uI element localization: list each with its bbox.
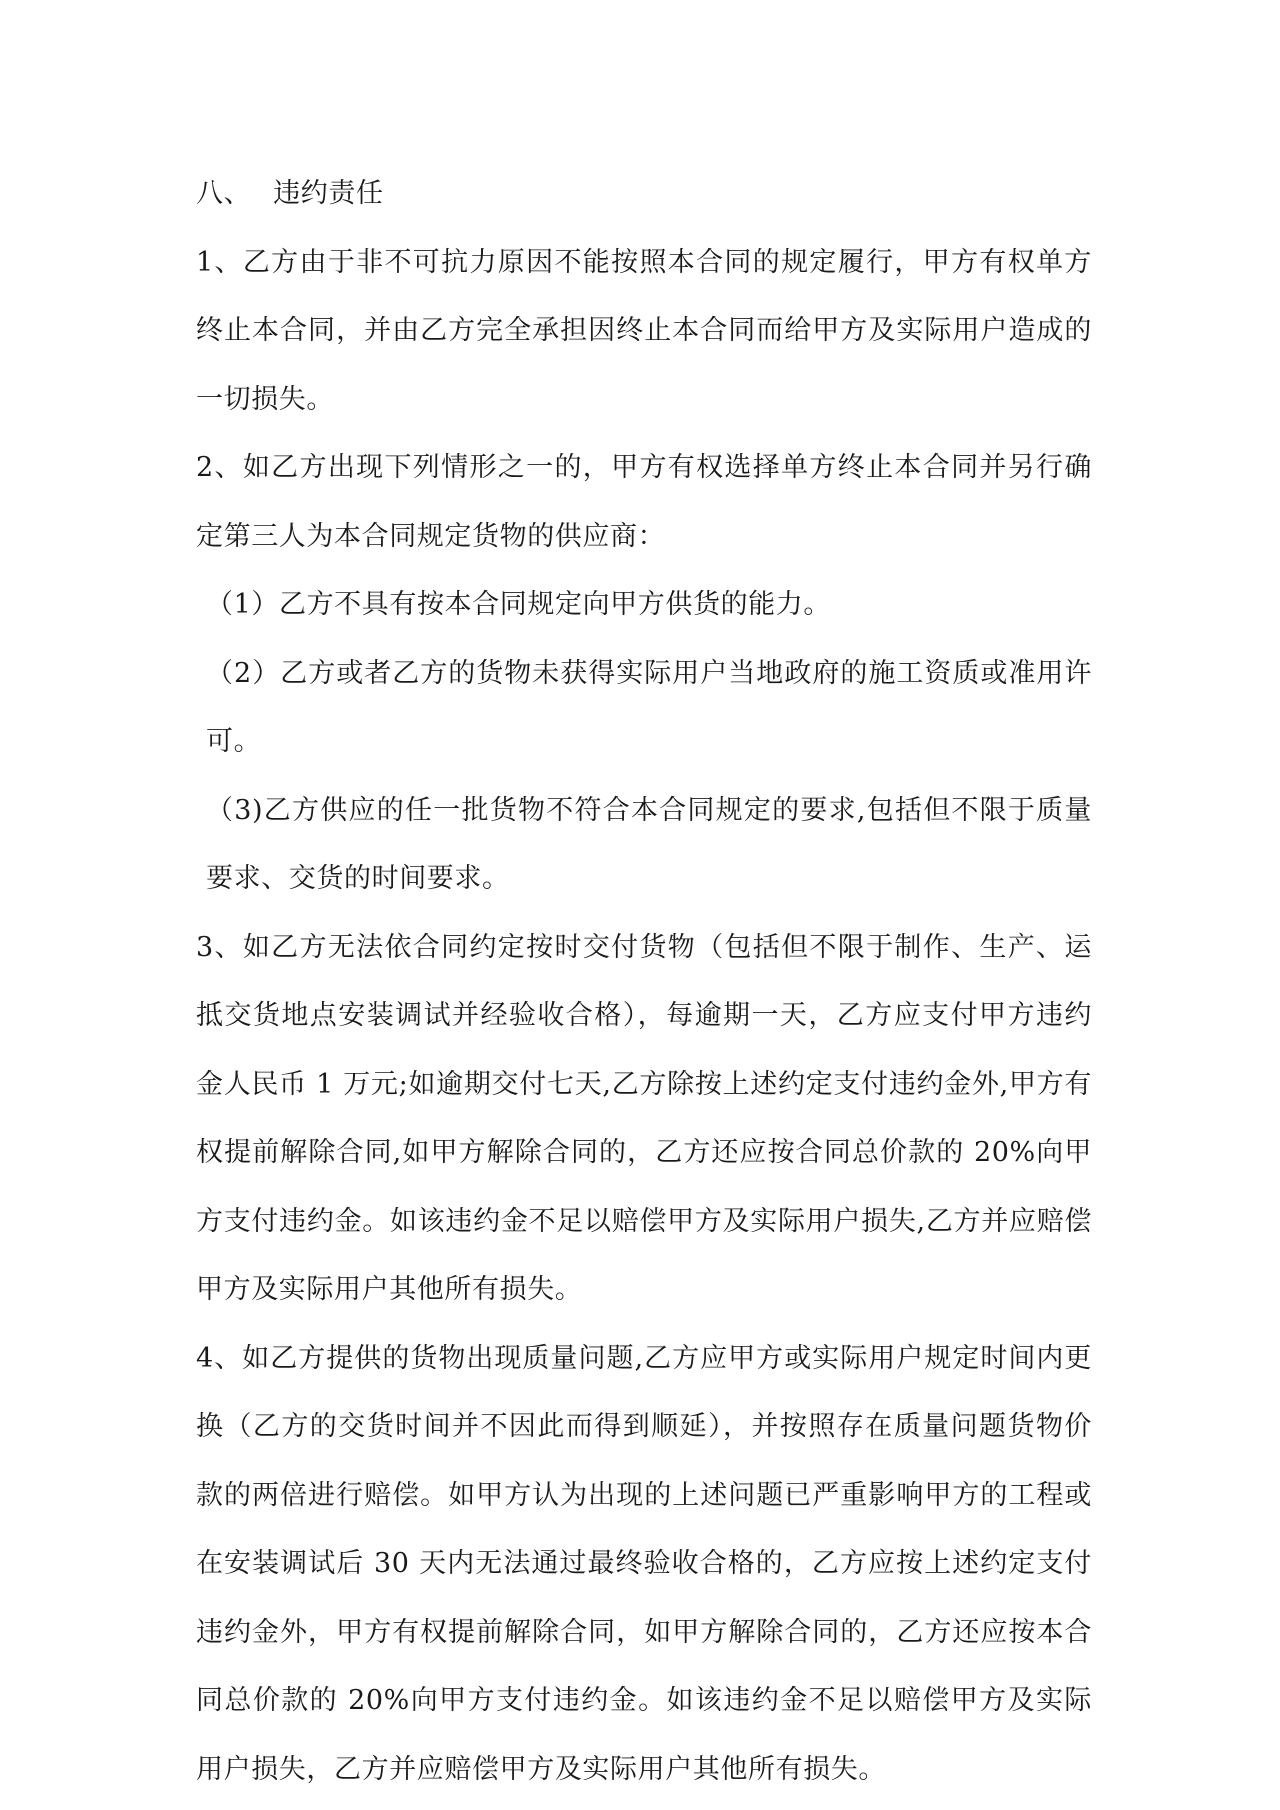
clause-2: 2、如乙方出现下列情形之一的，甲方有权选择单方终止本合同并另行确定第三人为本合同规定货物的供应商： [196, 452, 1092, 552]
contract-section [196, 160, 1092, 1804]
clause-2-item-2: （2）乙方或者乙方的货物未获得实际用户当地政府的施工资质或准用许可。 [206, 657, 1092, 757]
section-heading [196, 160, 1092, 229]
clause-4: 4、如乙方提供的货物出现质量问题,乙方应甲方或实际用户规定时间内更换（乙方的交货时间并不因此而得到顺延），并按照存在质量问题货物价款的两倍进行赔偿。如甲方认为出现的上述问题已严重影响甲方的工程或在安装调试后 30 天内无法通过最终验收合格的，乙方应按上述约定支付违约金外，甲方有权提前解除合同，如甲方解除合同的，乙方还应按本合同总价款的 20%向甲方支付违约金。如该违约金不足以赔偿甲方及实际用户损失，乙方并应赔偿甲方及实际用户其他所有损失。 [196, 1342, 1092, 1785]
section-number: 八、 [196, 178, 252, 209]
clause-1: 1、乙方由于非不可抗力原因不能按照本合同的规定履行，甲方有权单方终止本合同，并由乙方完全承担因终止本合同而给甲方及实际用户造成的一切损失。 [196, 246, 1092, 415]
clause-2-item-3: （3)乙方供应的任一批货物不符合本合同规定的要求,包括但不限于质量要求、交货的时间要求。 [206, 794, 1092, 894]
clause-3: 3、如乙方无法依合同约定按时交付货物（包括但不限于制作、生产、运抵交货地点安装调试并经验收合格），每逾期一天，乙方应支付甲方违约金人民币 1 万元;如逾期交付七天,乙方除按上述约定支付违约金外,甲方有权提前解除合同,如甲方解除合同的，乙方还应按合同总价款的 20%向甲方支付违约金。如该违约金不足以赔偿甲方及实际用户损失,乙方并应赔偿甲方及实际用户其他所有损失。 [196, 931, 1092, 1305]
section-title: 违约责任 [273, 178, 384, 209]
clause-2-item-1: （1）乙方不具有按本合同规定向甲方供货的能力。 [206, 589, 831, 620]
